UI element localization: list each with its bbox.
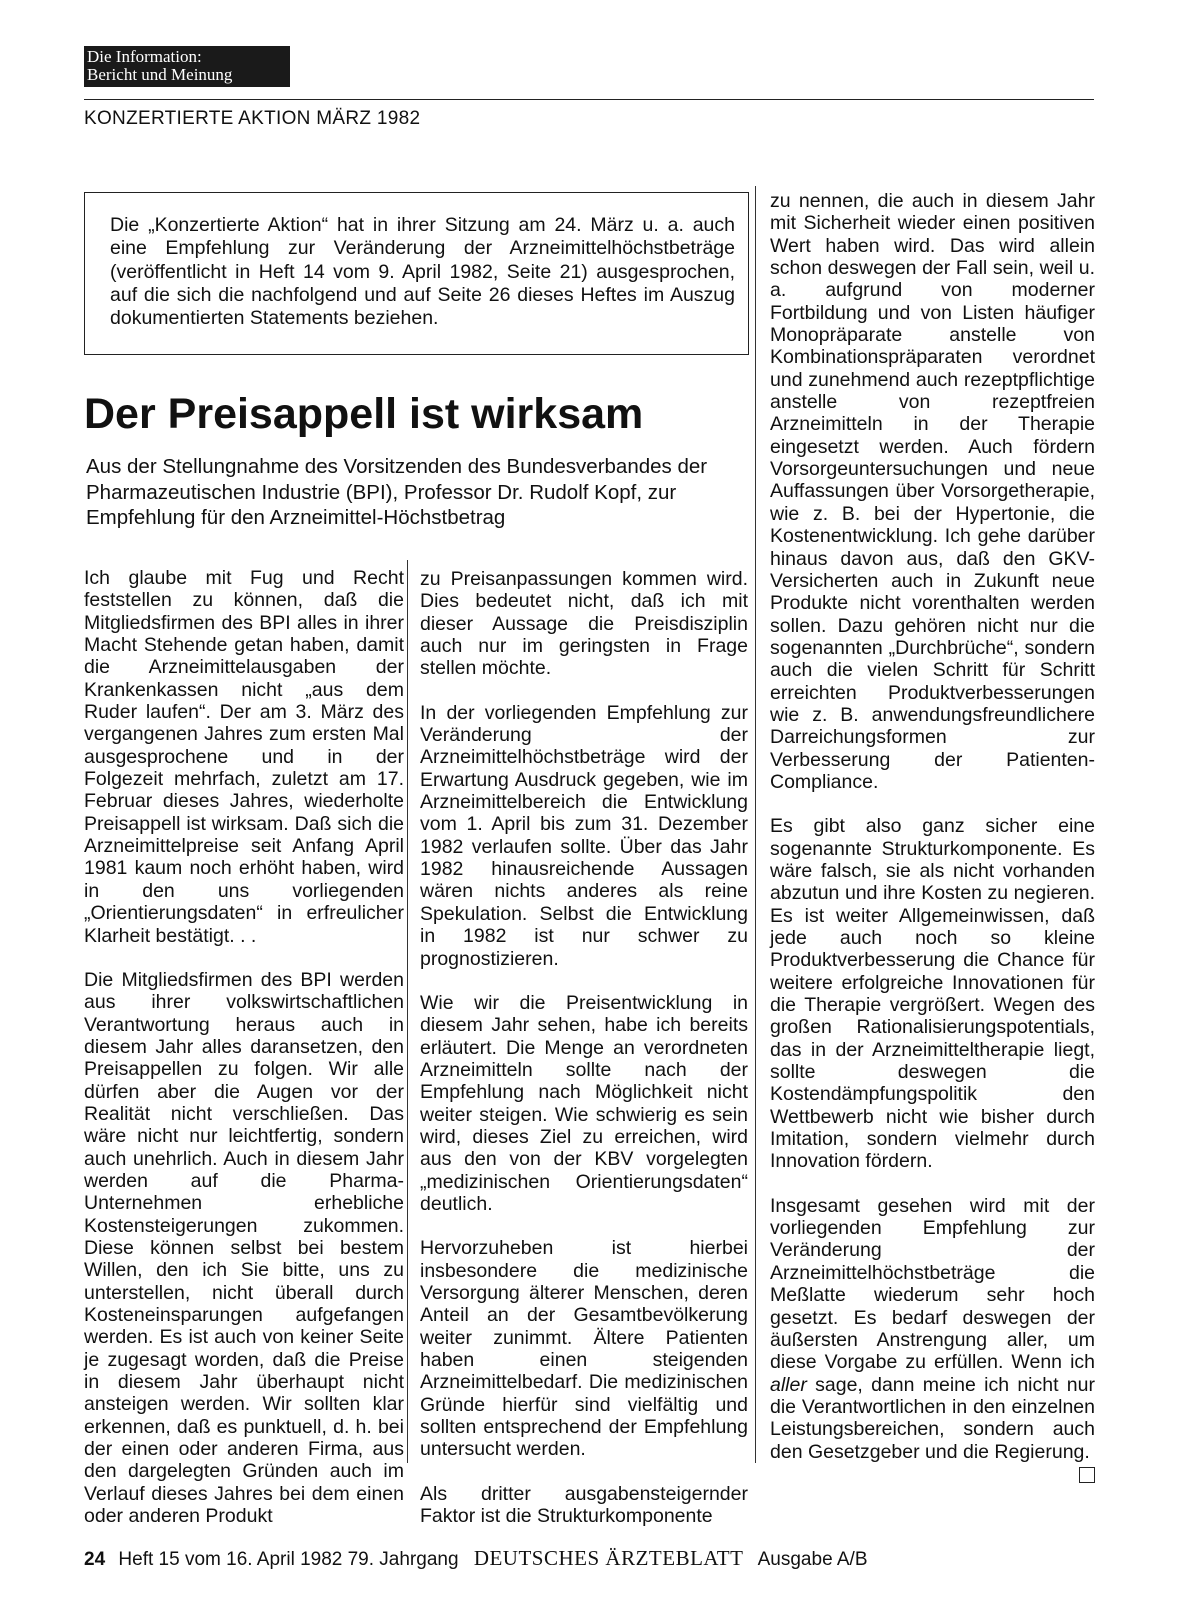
page-number: 24 — [84, 1549, 106, 1570]
paragraph: zu nennen, die auch in diesem Jahr mit Sicherheit wieder einen positiven Wert haben wird. Das wird allein schon deswegen der Fall sein, weil u. a. aufgrund von moderner Fortbildung und von Listen häufiger Monopräparate anstelle von Kombinationspräparaten verordnet und zunehmend auch rezeptpflichtige anstelle von rezeptfreien Arzneimitteln in der Therapie eingesetzt werden. Auch fördern Vorsorgeuntersuchungen und neue Auffassungen über Vorsorgetherapie, wie z. B. bei der Hypertonie, die Kostenentwicklung. Ich gehe darüber hinaus davon aus, daß den GKV-Versicherten auch in Zukunft neue Produkte nicht vorenthalten werden sollen. Dazu gehören nicht nur die sogenannten „Durchbrüche“, sondern auch die vielen Schritt für Schritt erreichten Produktverbesserungen wie z. B. anwendungsfreundlichere Darreichungsformen zur Verbesserung der Patienten-Compliance. — [770, 190, 1095, 793]
rubric-line-1: Die Information: — [87, 47, 202, 66]
body-column-2 — [420, 568, 748, 1527]
paragraph: In der vorliegenden Empfehlung zur Veränderung der Arzneimittelhöchstbeträge wird der Erwartung Ausdruck gegeben, wie im Arzneimittelbereich die Entwicklung vom 1. April bis zum 31. Dezember 1982 verlaufen sollte. Über das Jahr 1982 hinausreichende Aussagen wären nichts anderes als reine Spekulation. Selbst die Entwicklung in 1982 ist nur schwer zu prognostizieren. — [420, 701, 748, 970]
article-subhead: Aus der Stellungnahme des Vorsitzenden des Bundesverbandes der Pharmazeutischen Industrie (BPI), Professor Dr. Rudolf Kopf, zur Empfehlung für den Arzneimittel-Höchstbetrag — [86, 455, 708, 529]
paragraph: Es gibt also ganz sicher eine sogenannte Strukturkomponente. Es wäre falsch, sie als nicht vorhanden abzutun und ihre Kosten zu negieren. Es ist weiter Allgemeinwissen, daß jede auch noch so kleine Produktverbesserung die Chance für weitere erfolgreiche Innovationen für die Therapie vergrößert. Wegen des großen Rationalisierungspotentials, das in der Arzneimitteltherapie liegt, sollte deswegen die Kostendämpfungspolitik den Wettbewerb nicht wie bisher durch Imitation, sondern vielmehr durch Innovation fördern. — [770, 815, 1095, 1173]
header-rule — [84, 99, 1094, 100]
rubric-badge — [84, 46, 290, 87]
column-divider-left — [407, 560, 408, 1463]
body-column-3 — [770, 190, 1095, 1483]
text-run: sage, dann meine ich nicht nur die Verantwortlichen in den einzelnen Leistungsbereichen, sondern auch den Gesetzgeber und die Regierung. — [770, 1373, 1095, 1463]
paragraph-final — [770, 1195, 1095, 1463]
paragraph: zu Preisanpassungen kommen wird. Dies bedeutet nicht, daß ich mit dieser Aussage die Preisdisziplin auch nur im geringsten in Frage stellen möchte. — [420, 568, 748, 680]
body-column-1 — [84, 567, 404, 1527]
edition-info: Ausgabe A/B — [757, 1549, 868, 1570]
paragraph: Ich glaube mit Fug und Recht feststellen zu können, daß die Mitgliedsfirmen des BPI alles in ihrer Macht Stehende getan haben, damit die Arzneimittelausgaben der Krankenkassen nicht „aus dem Ruder laufen“. Der am 3. März des vergangenen Jahres zum ersten Mal ausgesprochene und in der Folgezeit mehrfach, zuletzt am 17. Februar dieses Jahres, wiederholte Preisappell ist wirksam. Daß sich die Arzneimittelpreise seit Anfang April 1981 kaum noch erhöht haben, wird in den uns vorliegenden „Orientierungsdaten“ in erfreulicher Klarheit bestätigt. . . — [84, 567, 404, 947]
rubric-line-2: Bericht und Meinung — [87, 65, 233, 84]
page-footer — [84, 1546, 868, 1571]
paragraph: Hervorzuheben ist hierbei insbesondere die medizinische Versorgung älterer Menschen, deren Anteil an der Gesamtbevölkerung weiter zunimmt. Ältere Patienten haben einen steigenden Arzneimittelbedarf. Die medizinischen Gründe hierfür sind vielfältig und sollten entsprechend der Empfehlung untersucht werden. — [420, 1237, 748, 1461]
issue-info: Heft 15 vom 16. April 1982 79. Jahrgang — [118, 1549, 459, 1570]
emphasis: aller — [770, 1373, 807, 1396]
paragraph: Als dritter ausgabensteigernder Faktor ist die Strukturkomponente — [420, 1482, 748, 1528]
paragraph: Wie wir die Preisentwicklung in diesem Jahr sehen, habe ich bereits erläutert. Die Menge an verordneten Arzneimitteln sollte nach der Empfehlung nach Möglichkeit nicht weiter steigen. Wie schwierig es sein wird, dieses Ziel zu erreichen, wird aus den von der KBV vorgelegten „medizinischen Orientierungsdaten“ deutlich. — [420, 991, 748, 1215]
text-run: Insgesamt gesehen wird mit der vorliegenden Empfehlung zur Veränderung der Arzneimittelhöchstbeträge die Meßlatte wiederum sehr hoch gesetzt. Es bedarf deswegen der äußersten Anstrengung aller, um diese Vorgabe zu erfüllen. Wenn ich — [770, 1194, 1095, 1374]
intro-text: Die „Konzertierte Aktion“ hat in ihrer Sitzung am 24. März u. a. auch eine Empfehlung zur Veränderung der Arzneimittelhöchstbeträge (veröffentlicht in Heft 14 vom 9. April 1982, Seite 21) ausgesprochen, auf die sich die nachfolgend und auf Seite 26 dieses Heftes im Auszug dokumentierten Statements beziehen. — [110, 214, 735, 330]
paragraph: Die Mitgliedsfirmen des BPI werden aus ihrer volkswirtschaftlichen Verantwortung heraus auch in diesem Jahr alles daransetzen, den Preisappellen zu folgen. Wir alle dürfen aber die Augen vor der Realität nicht verschließen. Das wäre nicht nur leichtfertig, sondern auch unehrlich. Auch in diesem Jahr werden auf die Pharma-Unternehmen erhebliche Kostensteigerungen zukommen. Diese können selbst bei bestem Willen, den ich Sie bitte, uns zu unterstellen, nicht überall durch Kosteneinsparungen aufgefangen werden. Es ist auch von keiner Seite je zugesagt worden, daß die Preise in diesem Jahr überhaupt nicht ansteigen werden. Wir sollten klar erkennen, daß es punktuell, d. h. bei der einen oder anderen Firma, aus den dargelegten Gründen auch im Verlauf dieses Jahres bei dem einen oder anderen Produkt — [84, 968, 404, 1528]
article-headline: Der Preisappell ist wirksam — [84, 390, 644, 438]
column-divider-right — [755, 186, 756, 1463]
journal-name: DEUTSCHES ÄRZTEBLATT — [473, 1546, 744, 1570]
end-of-article-mark — [1079, 1467, 1095, 1483]
section-title: KONZERTIERTE AKTION MÄRZ 1982 — [84, 108, 421, 129]
